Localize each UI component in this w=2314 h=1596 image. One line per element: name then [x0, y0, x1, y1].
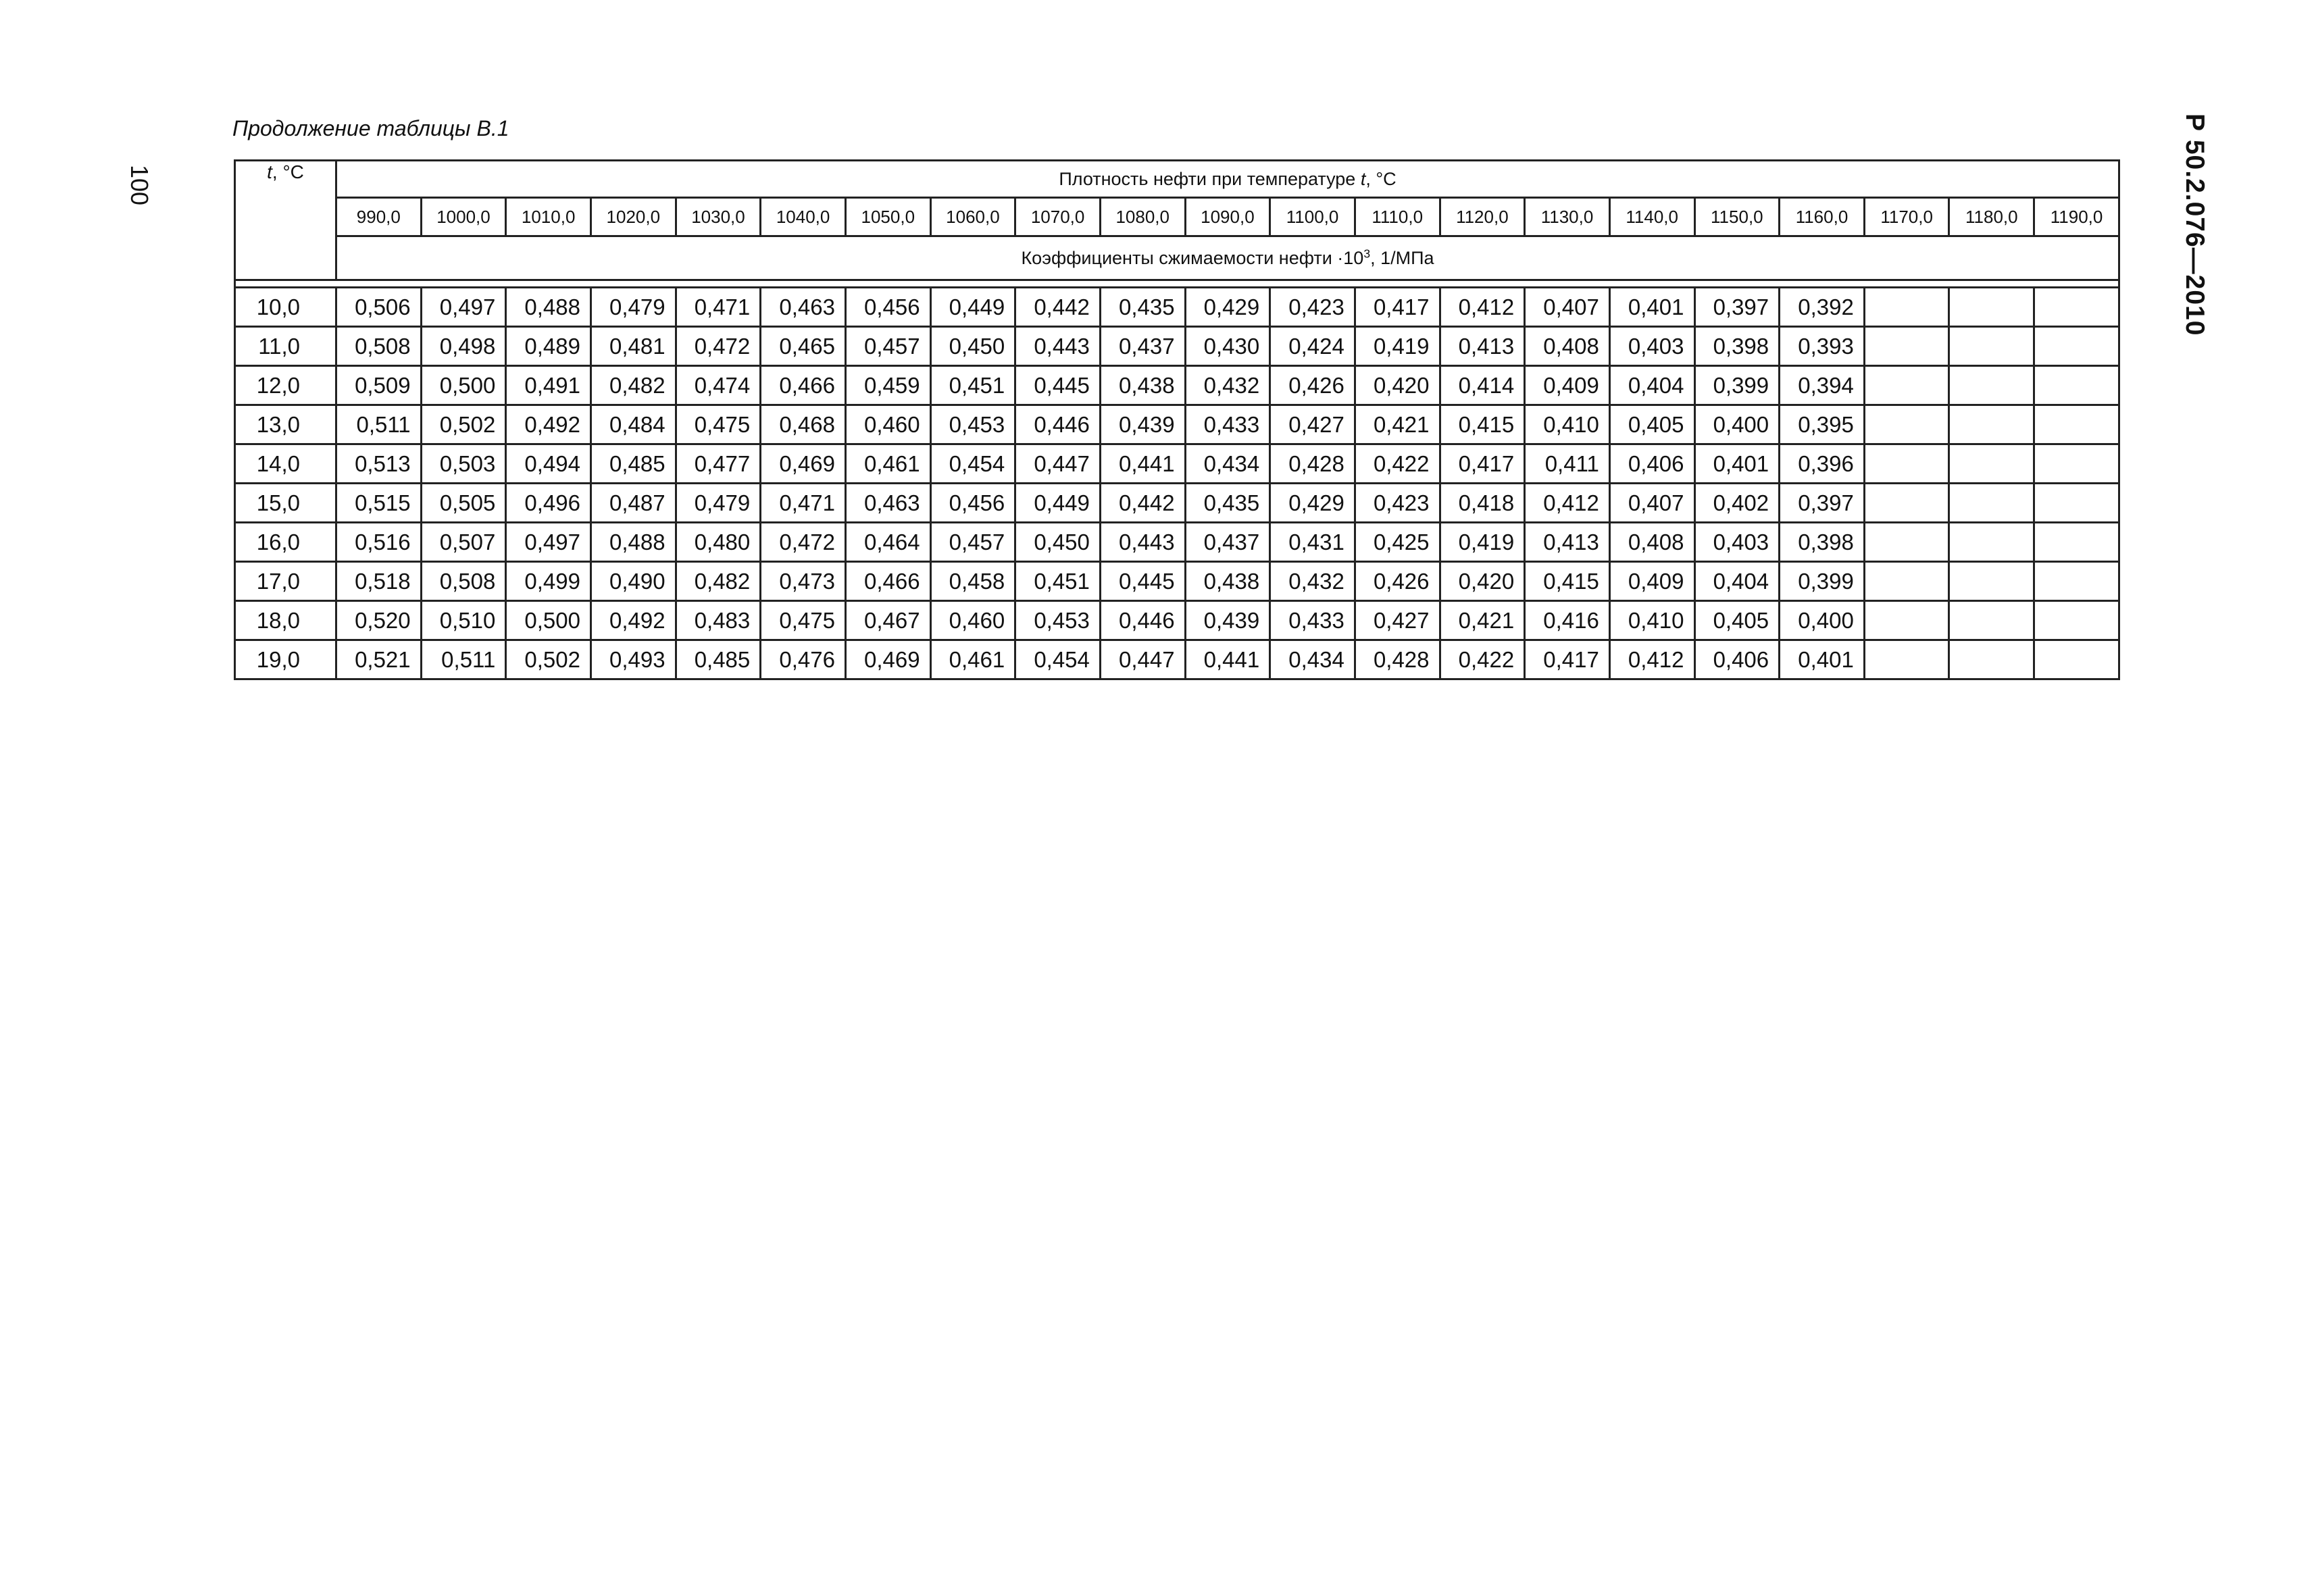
coefficient-cell: 0,508: [336, 327, 422, 366]
coefficient-cell: 0,426: [1355, 562, 1440, 601]
coefficient-cell: 0,437: [1100, 327, 1185, 366]
coefficient-cell: 0,415: [1525, 562, 1610, 601]
coefficient-cell: 0,463: [845, 484, 930, 523]
coefficient-cell: 0,489: [506, 327, 591, 366]
density-column-header: 1060,0: [930, 198, 1015, 236]
coefficient-cell: 0,456: [845, 288, 930, 327]
coefficient-cell: 0,396: [1780, 444, 1865, 484]
coefficient-cell: 0,428: [1355, 640, 1440, 679]
coefficient-cell: 0,412: [1440, 288, 1525, 327]
density-column-header: 1120,0: [1440, 198, 1525, 236]
coefficient-cell: [1949, 601, 2034, 640]
coefficient-cell: 0,465: [761, 327, 846, 366]
density-column-header: 990,0: [336, 198, 422, 236]
compressibility-table: [234, 159, 2120, 680]
coefficient-cell: [2034, 366, 2119, 405]
coefficient-cell: 0,518: [336, 562, 422, 601]
coefficient-cell: 0,469: [845, 640, 930, 679]
density-column-header: 1160,0: [1780, 198, 1865, 236]
coefficient-cell: 0,502: [421, 405, 506, 444]
coefficient-cell: [1864, 366, 1949, 405]
temperature-cell: 19,0: [235, 640, 336, 679]
coefficient-cell: 0,435: [1100, 288, 1185, 327]
coefficient-cell: [1949, 523, 2034, 562]
coefficient-cell: 0,404: [1609, 366, 1694, 405]
coefficient-cell: 0,460: [845, 405, 930, 444]
coefficient-cell: 0,498: [421, 327, 506, 366]
coefficient-cell: 0,443: [1015, 327, 1101, 366]
temperature-cell: 18,0: [235, 601, 336, 640]
coefficient-cell: 0,400: [1780, 601, 1865, 640]
coefficient-cell: 0,401: [1694, 444, 1780, 484]
coefficient-cell: 0,420: [1440, 562, 1525, 601]
coefficient-cell: 0,492: [506, 405, 591, 444]
coefficient-cell: 0,446: [1015, 405, 1101, 444]
coefficient-cell: 0,450: [930, 327, 1015, 366]
coefficient-cell: 0,475: [761, 601, 846, 640]
coefficient-cell: 0,423: [1270, 288, 1355, 327]
coefficient-cell: 0,494: [506, 444, 591, 484]
coefficient-cell: 0,433: [1270, 601, 1355, 640]
coefficient-cell: 0,472: [761, 523, 846, 562]
table-row: [235, 366, 2119, 405]
coefficient-cell: 0,401: [1780, 640, 1865, 679]
coefficient-cell: 0,441: [1100, 444, 1185, 484]
coefficient-cell: 0,411: [1525, 444, 1610, 484]
coefficient-cell: 0,492: [590, 601, 676, 640]
coefficient-cell: 0,430: [1185, 327, 1270, 366]
coefficient-cell: 0,405: [1694, 601, 1780, 640]
coefficient-cell: 0,445: [1015, 366, 1101, 405]
coefficient-cell: 0,432: [1185, 366, 1270, 405]
density-column-header: 1090,0: [1185, 198, 1270, 236]
coefficient-cell: 0,405: [1609, 405, 1694, 444]
coefficient-cell: 0,453: [930, 405, 1015, 444]
density-column-header: 1140,0: [1609, 198, 1694, 236]
coefficient-cell: [2034, 327, 2119, 366]
coefficient-cell: 0,434: [1270, 640, 1355, 679]
coefficient-cell: 0,472: [676, 327, 761, 366]
coefficient-cell: 0,476: [761, 640, 846, 679]
coefficient-cell: 0,454: [1015, 640, 1101, 679]
coefficient-cell: 0,479: [676, 484, 761, 523]
coefficient-cell: 0,464: [845, 523, 930, 562]
temperature-cell: 11,0: [235, 327, 336, 366]
coefficient-cell: 0,449: [1015, 484, 1101, 523]
coefficient-cell: 0,447: [1015, 444, 1101, 484]
coefficient-cell: 0,399: [1780, 562, 1865, 601]
density-column-header: 1080,0: [1100, 198, 1185, 236]
coefficient-cell: 0,406: [1694, 640, 1780, 679]
coefficient-cell: 0,419: [1355, 327, 1440, 366]
coefficient-cell: 0,423: [1355, 484, 1440, 523]
coefficient-cell: 0,438: [1185, 562, 1270, 601]
coefficient-cell: [2034, 288, 2119, 327]
coefficient-cell: [1949, 444, 2034, 484]
coefficient-cell: 0,397: [1694, 288, 1780, 327]
table-row: [235, 562, 2119, 601]
coefficient-cell: 0,469: [761, 444, 846, 484]
coefficient-cell: [1864, 327, 1949, 366]
coefficient-cell: 0,482: [590, 366, 676, 405]
coefficient-cell: 0,457: [845, 327, 930, 366]
coefficient-cell: 0,427: [1355, 601, 1440, 640]
coefficient-cell: 0,451: [1015, 562, 1101, 601]
coefficient-cell: 0,406: [1609, 444, 1694, 484]
coefficient-cell: 0,403: [1609, 327, 1694, 366]
coefficient-cell: 0,487: [590, 484, 676, 523]
coefficient-cell: 0,451: [930, 366, 1015, 405]
density-column-header: 1050,0: [845, 198, 930, 236]
coefficient-cell: 0,409: [1525, 366, 1610, 405]
coefficient-cell: 0,507: [421, 523, 506, 562]
coefficient-cell: 0,433: [1185, 405, 1270, 444]
coefficient-cell: [1949, 562, 2034, 601]
table-row: [235, 288, 2119, 327]
coefficient-cell: [1949, 288, 2034, 327]
header-separator-cell: [235, 280, 2119, 288]
coefficient-cell: [1864, 562, 1949, 601]
density-column-header: 1070,0: [1015, 198, 1101, 236]
coefficient-cell: 0,441: [1185, 640, 1270, 679]
t-column-header: t, °С: [235, 161, 336, 280]
coefficient-cell: 0,509: [336, 366, 422, 405]
coefficient-cell: 0,442: [1015, 288, 1101, 327]
coefficient-cell: [2034, 640, 2119, 679]
coefficient-cell: 0,407: [1609, 484, 1694, 523]
coefficient-cell: 0,424: [1270, 327, 1355, 366]
coefficient-cell: 0,422: [1355, 444, 1440, 484]
coefficient-cell: 0,511: [336, 405, 422, 444]
coefficient-cell: 0,488: [506, 288, 591, 327]
coefficient-cell: 0,417: [1355, 288, 1440, 327]
coefficient-cell: [2034, 405, 2119, 444]
coefficient-cell: 0,481: [590, 327, 676, 366]
coefficient-cell: 0,449: [930, 288, 1015, 327]
coefficient-cell: 0,471: [676, 288, 761, 327]
density-column-header: 1020,0: [590, 198, 676, 236]
coefficient-cell: 0,446: [1100, 601, 1185, 640]
density-column-header: 1130,0: [1525, 198, 1610, 236]
coefficient-cell: 0,413: [1525, 523, 1610, 562]
coefficient-cell: 0,511: [421, 640, 506, 679]
coefficient-cell: 0,414: [1440, 366, 1525, 405]
coefficient-cell: 0,401: [1609, 288, 1694, 327]
coefficient-cell: 0,506: [336, 288, 422, 327]
coefficient-cell: 0,467: [845, 601, 930, 640]
density-column-header: 1000,0: [421, 198, 506, 236]
coefficient-cell: 0,490: [590, 562, 676, 601]
coefficient-cell: 0,513: [336, 444, 422, 484]
coefficient-cell: 0,399: [1694, 366, 1780, 405]
coefficient-cell: 0,500: [421, 366, 506, 405]
coefficient-cell: [2034, 523, 2119, 562]
coefficient-cell: 0,493: [590, 640, 676, 679]
coefficient-cell: 0,497: [421, 288, 506, 327]
coefficient-cell: 0,510: [421, 601, 506, 640]
coefficient-cell: 0,400: [1694, 405, 1780, 444]
temperature-cell: 13,0: [235, 405, 336, 444]
coefficient-cell: 0,431: [1270, 523, 1355, 562]
coefficient-cell: 0,521: [336, 640, 422, 679]
coefficient-cell: 0,497: [506, 523, 591, 562]
density-column-header: 1150,0: [1694, 198, 1780, 236]
density-column-header: 1010,0: [506, 198, 591, 236]
coefficient-cell: 0,419: [1440, 523, 1525, 562]
coefficient-cell: 0,413: [1440, 327, 1525, 366]
coefficient-cell: [2034, 484, 2119, 523]
coefficient-cell: 0,397: [1780, 484, 1865, 523]
coefficient-cell: 0,404: [1694, 562, 1780, 601]
header-separator: [235, 280, 2119, 288]
density-column-header: 1170,0: [1864, 198, 1949, 236]
coefficient-cell: [1864, 523, 1949, 562]
coefficient-cell: 0,466: [761, 366, 846, 405]
coefficient-cell: 0,403: [1694, 523, 1780, 562]
table-row: [235, 640, 2119, 679]
coefficient-cell: 0,416: [1525, 601, 1610, 640]
coefficient-cell: 0,421: [1355, 405, 1440, 444]
coefficient-cell: [1949, 484, 2034, 523]
coefficient-cell: [1949, 405, 2034, 444]
coefficient-cell: [1864, 484, 1949, 523]
coefficient-cell: [1864, 601, 1949, 640]
coefficient-cell: [2034, 562, 2119, 601]
coefficient-cell: 0,417: [1525, 640, 1610, 679]
density-columns-row: [235, 198, 2119, 236]
coefficient-cell: 0,474: [676, 366, 761, 405]
density-column-header: 1040,0: [761, 198, 846, 236]
coefficient-cell: 0,412: [1609, 640, 1694, 679]
coefficient-cell: 0,491: [506, 366, 591, 405]
coefficient-cell: 0,428: [1270, 444, 1355, 484]
coefficient-cell: [2034, 444, 2119, 484]
coefficient-cell: [1949, 366, 2034, 405]
coefficient-cell: 0,393: [1780, 327, 1865, 366]
coefficient-cell: 0,468: [761, 405, 846, 444]
coefficient-cell: 0,461: [845, 444, 930, 484]
table-row: [235, 327, 2119, 366]
coefficient-cell: 0,459: [845, 366, 930, 405]
coefficient-cell: 0,482: [676, 562, 761, 601]
coefficient-cell: [1864, 288, 1949, 327]
coefficient-cell: 0,439: [1185, 601, 1270, 640]
coefficient-cell: 0,443: [1100, 523, 1185, 562]
coefficient-cell: 0,395: [1780, 405, 1865, 444]
coefficient-cell: 0,496: [506, 484, 591, 523]
density-column-header: 1180,0: [1949, 198, 2034, 236]
table-row: [235, 405, 2119, 444]
coefficient-cell: [1864, 640, 1949, 679]
coefficient-cell: 0,499: [506, 562, 591, 601]
coefficient-cell: 0,425: [1355, 523, 1440, 562]
coefficient-cell: 0,412: [1525, 484, 1610, 523]
coefficient-cell: 0,480: [676, 523, 761, 562]
coefficient-cell: 0,488: [590, 523, 676, 562]
coefficient-cell: 0,485: [590, 444, 676, 484]
density-column-header: 1030,0: [676, 198, 761, 236]
page-number: 100: [126, 164, 153, 206]
coefficient-cell: 0,410: [1609, 601, 1694, 640]
coefficient-cell: 0,427: [1270, 405, 1355, 444]
coefficient-cell: 0,394: [1780, 366, 1865, 405]
coefficient-cell: 0,435: [1185, 484, 1270, 523]
coefficient-cell: 0,392: [1780, 288, 1865, 327]
coefficient-cell: 0,434: [1185, 444, 1270, 484]
coefficient-cell: 0,475: [676, 405, 761, 444]
coefficient-cell: 0,409: [1609, 562, 1694, 601]
temperature-cell: 14,0: [235, 444, 336, 484]
coefficient-cell: 0,422: [1440, 640, 1525, 679]
units-header: Коэффициенты сжимаемости нефти $\cdot 10^3$, 1/МПа: [336, 236, 2119, 280]
coefficient-cell: 0,483: [676, 601, 761, 640]
coefficient-cell: 0,417: [1440, 444, 1525, 484]
standard-code: Р 50.2.076—2010: [2180, 113, 2209, 336]
coefficient-cell: 0,477: [676, 444, 761, 484]
coefficient-cell: 0,515: [336, 484, 422, 523]
coefficient-cell: 0,456: [930, 484, 1015, 523]
coefficient-cell: 0,398: [1780, 523, 1865, 562]
coefficient-cell: 0,442: [1100, 484, 1185, 523]
table-container: [234, 159, 2120, 680]
coefficient-cell: 0,429: [1270, 484, 1355, 523]
coefficient-cell: 0,458: [930, 562, 1015, 601]
coefficient-cell: 0,408: [1525, 327, 1610, 366]
table-row: [235, 444, 2119, 484]
coefficient-cell: 0,402: [1694, 484, 1780, 523]
coefficient-cell: 0,485: [676, 640, 761, 679]
coefficient-cell: [1949, 640, 2034, 679]
coefficient-cell: 0,426: [1270, 366, 1355, 405]
coefficient-cell: 0,505: [421, 484, 506, 523]
table-row: [235, 601, 2119, 640]
coefficient-cell: 0,437: [1185, 523, 1270, 562]
coefficient-cell: 0,484: [590, 405, 676, 444]
coefficient-cell: 0,457: [930, 523, 1015, 562]
coefficient-cell: [1949, 327, 2034, 366]
coefficient-cell: 0,479: [590, 288, 676, 327]
density-group-header: Плотность нефти при температуре t, °С: [336, 161, 2119, 198]
table-row: [235, 523, 2119, 562]
coefficient-cell: 0,432: [1270, 562, 1355, 601]
coefficient-cell: 0,408: [1609, 523, 1694, 562]
density-column-header: 1110,0: [1355, 198, 1440, 236]
temperature-cell: 12,0: [235, 366, 336, 405]
coefficient-cell: 0,502: [506, 640, 591, 679]
coefficient-cell: 0,429: [1185, 288, 1270, 327]
coefficient-cell: 0,520: [336, 601, 422, 640]
coefficient-cell: 0,410: [1525, 405, 1610, 444]
coefficient-cell: [1864, 405, 1949, 444]
coefficient-cell: [2034, 601, 2119, 640]
coefficient-cell: [1864, 444, 1949, 484]
coefficient-cell: 0,447: [1100, 640, 1185, 679]
coefficient-cell: 0,466: [845, 562, 930, 601]
table-body: [235, 280, 2119, 679]
coefficient-cell: 0,450: [1015, 523, 1101, 562]
coefficient-cell: 0,500: [506, 601, 591, 640]
coefficient-cell: 0,461: [930, 640, 1015, 679]
coefficient-cell: 0,445: [1100, 562, 1185, 601]
density-column-header: 1100,0: [1270, 198, 1355, 236]
coefficient-cell: 0,420: [1355, 366, 1440, 405]
coefficient-cell: 0,439: [1100, 405, 1185, 444]
temperature-cell: 17,0: [235, 562, 336, 601]
coefficient-cell: 0,438: [1100, 366, 1185, 405]
coefficient-cell: 0,453: [1015, 601, 1101, 640]
coefficient-cell: 0,503: [421, 444, 506, 484]
coefficient-cell: 0,398: [1694, 327, 1780, 366]
coefficient-cell: 0,516: [336, 523, 422, 562]
coefficient-cell: 0,508: [421, 562, 506, 601]
table-row: [235, 484, 2119, 523]
temperature-cell: 15,0: [235, 484, 336, 523]
coefficient-cell: 0,415: [1440, 405, 1525, 444]
temperature-cell: 10,0: [235, 288, 336, 327]
temperature-cell: 16,0: [235, 523, 336, 562]
coefficient-cell: 0,473: [761, 562, 846, 601]
coefficient-cell: 0,454: [930, 444, 1015, 484]
coefficient-cell: 0,460: [930, 601, 1015, 640]
coefficient-cell: 0,463: [761, 288, 846, 327]
table-caption: Продолжение таблицы В.1: [232, 116, 509, 140]
coefficient-cell: 0,421: [1440, 601, 1525, 640]
density-column-header: 1190,0: [2034, 198, 2119, 236]
coefficient-cell: 0,471: [761, 484, 846, 523]
coefficient-cell: 0,418: [1440, 484, 1525, 523]
coefficient-cell: 0,407: [1525, 288, 1610, 327]
